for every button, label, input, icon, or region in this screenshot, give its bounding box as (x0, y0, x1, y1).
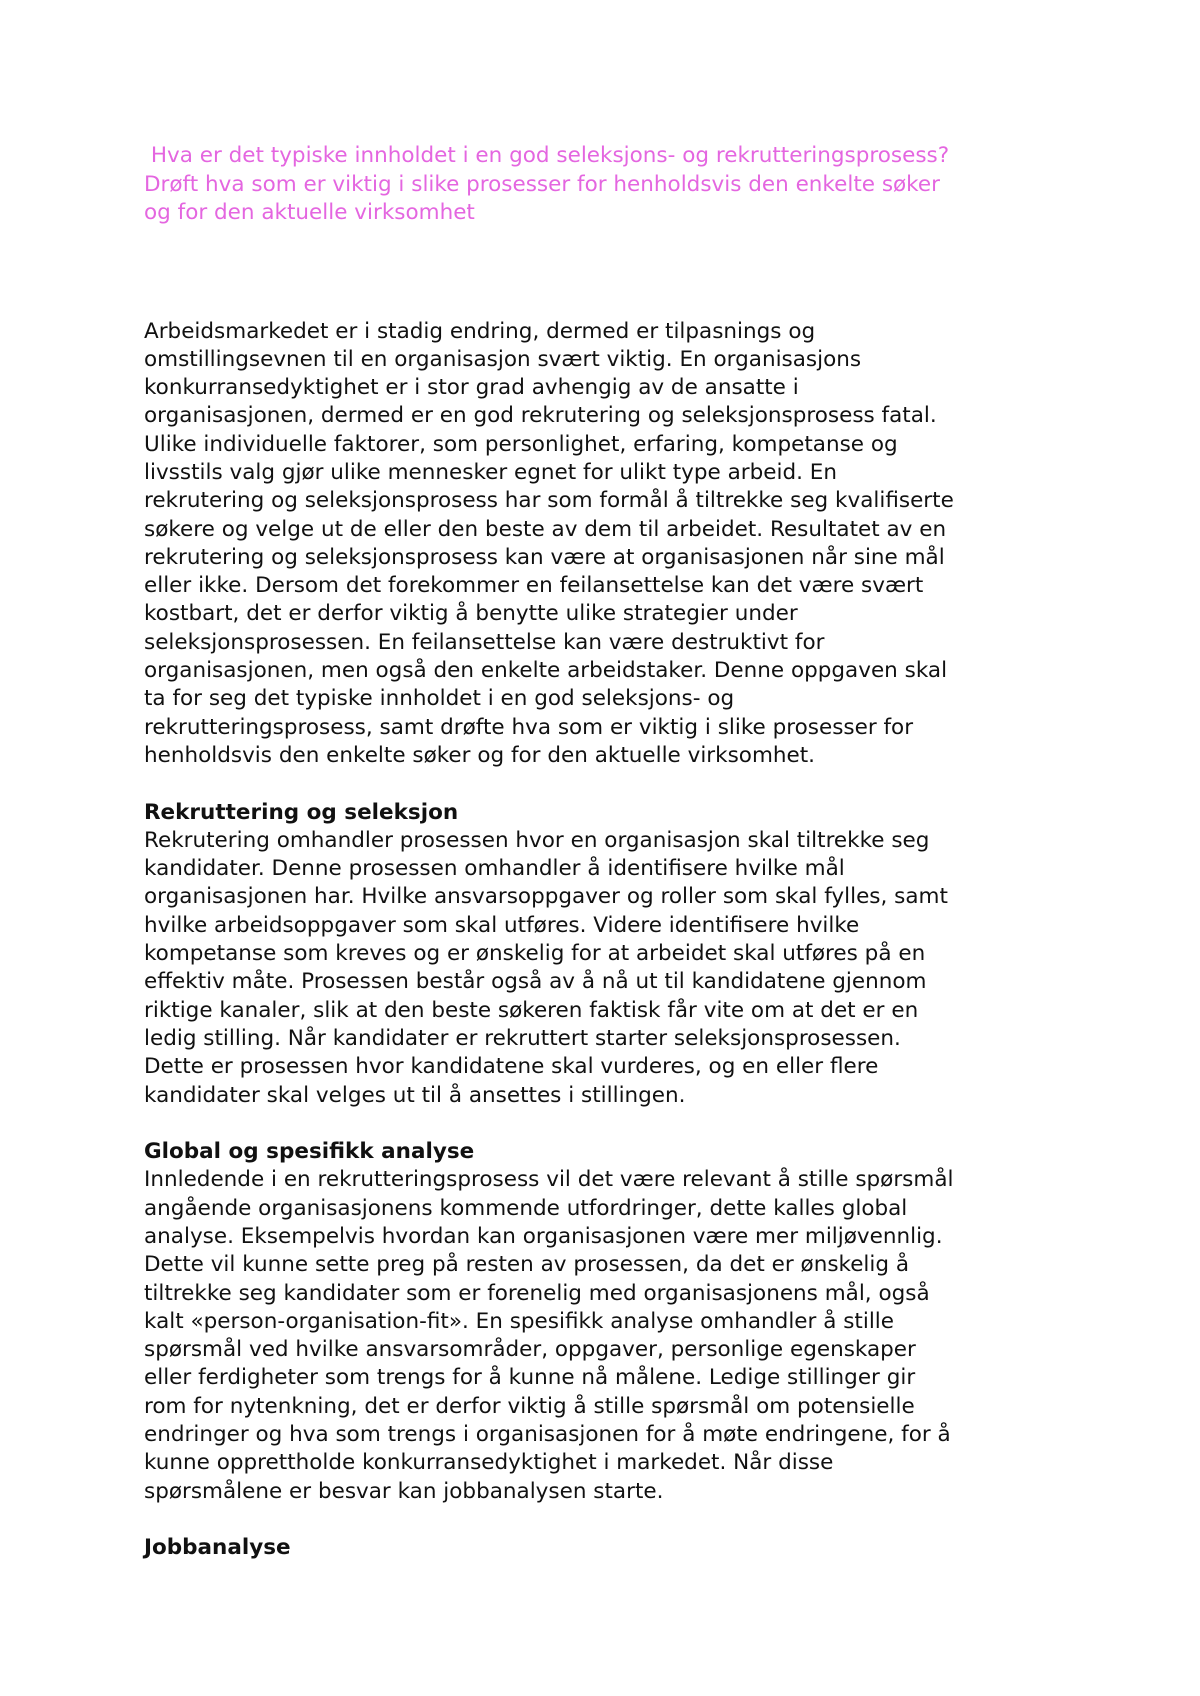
text-line: rekrutteringsprosess, samt drøfte hva som er viktig i slike prosesser for (144, 714, 914, 740)
assignment-line: og for den aktuelle virksomhet (144, 200, 475, 225)
paragraph-gap (144, 770, 1074, 798)
text-line: tiltrekke seg kandidater som er forenelig med organisasjonens mål, også (144, 1280, 930, 1306)
section-jobbanalyse (144, 1534, 1074, 1562)
text-line: seleksjonsprosessen. En feilansettelse kan være destruktivt for (144, 629, 825, 655)
text-line: Dette er prosessen hvor kandidatene skal vurderes, og en eller flere (144, 1054, 879, 1080)
text-line: kostbart, det er derfor viktig å benytte ulike strategier under (144, 601, 798, 627)
text-line: angående organisasjonens kommende utfordringer, dette kalles global (144, 1195, 908, 1221)
paragraph-gap (144, 1110, 1074, 1138)
text-line: henholdsvis den enkelte søker og for den aktuelle virksomhet. (144, 742, 816, 768)
text-line: kunne opprettholde konkurransedyktighet i markedet. Når disse (144, 1450, 834, 1476)
text-line: Dette vil kunne sette preg på resten av prosessen, da det er ønskelig å (144, 1252, 910, 1278)
text-line: eller ferdigheter som trengs for å kunne nå målene. Ledige stillinger gir (144, 1365, 916, 1391)
text-line: Rekrutering omhandler prosessen hvor en organisasjon skal tiltrekke seg (144, 827, 930, 853)
text-line: riktige kanaler, slik at den beste søkeren faktisk får vite om at det er en (144, 997, 919, 1023)
text-line: kandidater. Denne prosessen omhandler å identifisere hvilke mål (144, 856, 845, 882)
text-line: organisasjonen, men også den enkelte arbeidstaker. Denne oppgaven skal (144, 658, 948, 684)
text-line: eller ikke. Dersom det forekommer en feilansettelse kan det være svært (144, 573, 924, 599)
text-line: analyse. Eksempelvis hvordan kan organisasjonen være mer miljøvennlig. (144, 1224, 943, 1249)
text-line: Ulike individuelle faktorer, som personlighet, erfaring, kompetanse og (144, 431, 898, 457)
text-line: Arbeidsmarkedet er i stadig endring, dermed er tilpasnings og (144, 318, 816, 344)
text-line: rom for nytenkning, det er derfor viktig å stille spørsmål om potensielle (144, 1393, 915, 1419)
section-heading: Rekruttering og seleksjon (144, 799, 459, 825)
text-line: konkurransedyktighet er i stor grad avhengig av de ansatte i (144, 375, 799, 401)
text-line: kandidater skal velges ut til å ansettes i stillingen. (144, 1082, 686, 1108)
text-line: omstillingsevnen til en organisasjon svært viktig. En organisasjons (144, 346, 862, 372)
text-line: søkere og velge ut de eller den beste av dem til arbeidet. Resultatet av en (144, 516, 947, 542)
text-line: ledig stilling. Når kandidater er rekruttert starter seleksjonsprosessen. (144, 1025, 901, 1051)
text-line: endringer og hva som trengs i organisasjonen for å møte endringene, for å (144, 1422, 951, 1448)
text-line: effektiv måte. Prosessen består også av å nå ut til kandidatene gjennom (144, 969, 927, 995)
text-line: rekrutering og seleksjonsprosess kan være at organisasjonen når sine mål (144, 544, 945, 570)
intro-paragraph (144, 318, 1074, 771)
text-line: spørsmålene er besvar kan jobbanalysen starte. (144, 1478, 664, 1504)
text-line: hvilke arbeidsoppgaver som skal utføres. Videre identifisere hvilke (144, 912, 860, 938)
text-line: livsstils valg gjør ulike mennesker egnet for ulikt type arbeid. En (144, 459, 837, 485)
document-page (144, 142, 1074, 1563)
section-global-analyse (144, 1138, 1074, 1506)
text-line: organisasjonen har. Hvilke ansvarsoppgaver og roller som skal fylles, samt (144, 884, 948, 910)
paragraph-gap (144, 1506, 1074, 1534)
text-line: kompetanse som kreves og er ønskelig for at arbeidet skal utføres på en (144, 941, 926, 967)
assignment-line: Drøft hva som er viktig i slike prosesser for henholdsvis den enkelte søker (144, 171, 940, 197)
section-rekruttering (144, 799, 1074, 1110)
text-line: Innledende i en rekrutteringsprosess vil det være relevant å stille spørsmål (144, 1167, 954, 1193)
assignment-question (144, 142, 1074, 228)
assignment-line: Hva er det typiske innholdet i en god seleksjons- og rekrutteringsprosess? (144, 143, 950, 168)
text-line: organisasjonen, dermed er en god rekrutering og seleksjonsprosess fatal. (144, 403, 937, 429)
text-line: rekrutering og seleksjonsprosess har som formål å tiltrekke seg kvalifiserte (144, 488, 954, 514)
text-line: spørsmål ved hvilke ansvarsområder, oppgaver, personlige egenskaper (144, 1337, 916, 1363)
text-line: ta for seg det typiske innholdet i en god seleksjons- og (144, 686, 735, 712)
section-heading: Global og spesifikk analyse (144, 1139, 475, 1165)
section-heading: Jobbanalyse (144, 1535, 291, 1561)
text-line: kalt «person-organisation-fit». En spesifikk analyse omhandler å stille (144, 1308, 894, 1334)
